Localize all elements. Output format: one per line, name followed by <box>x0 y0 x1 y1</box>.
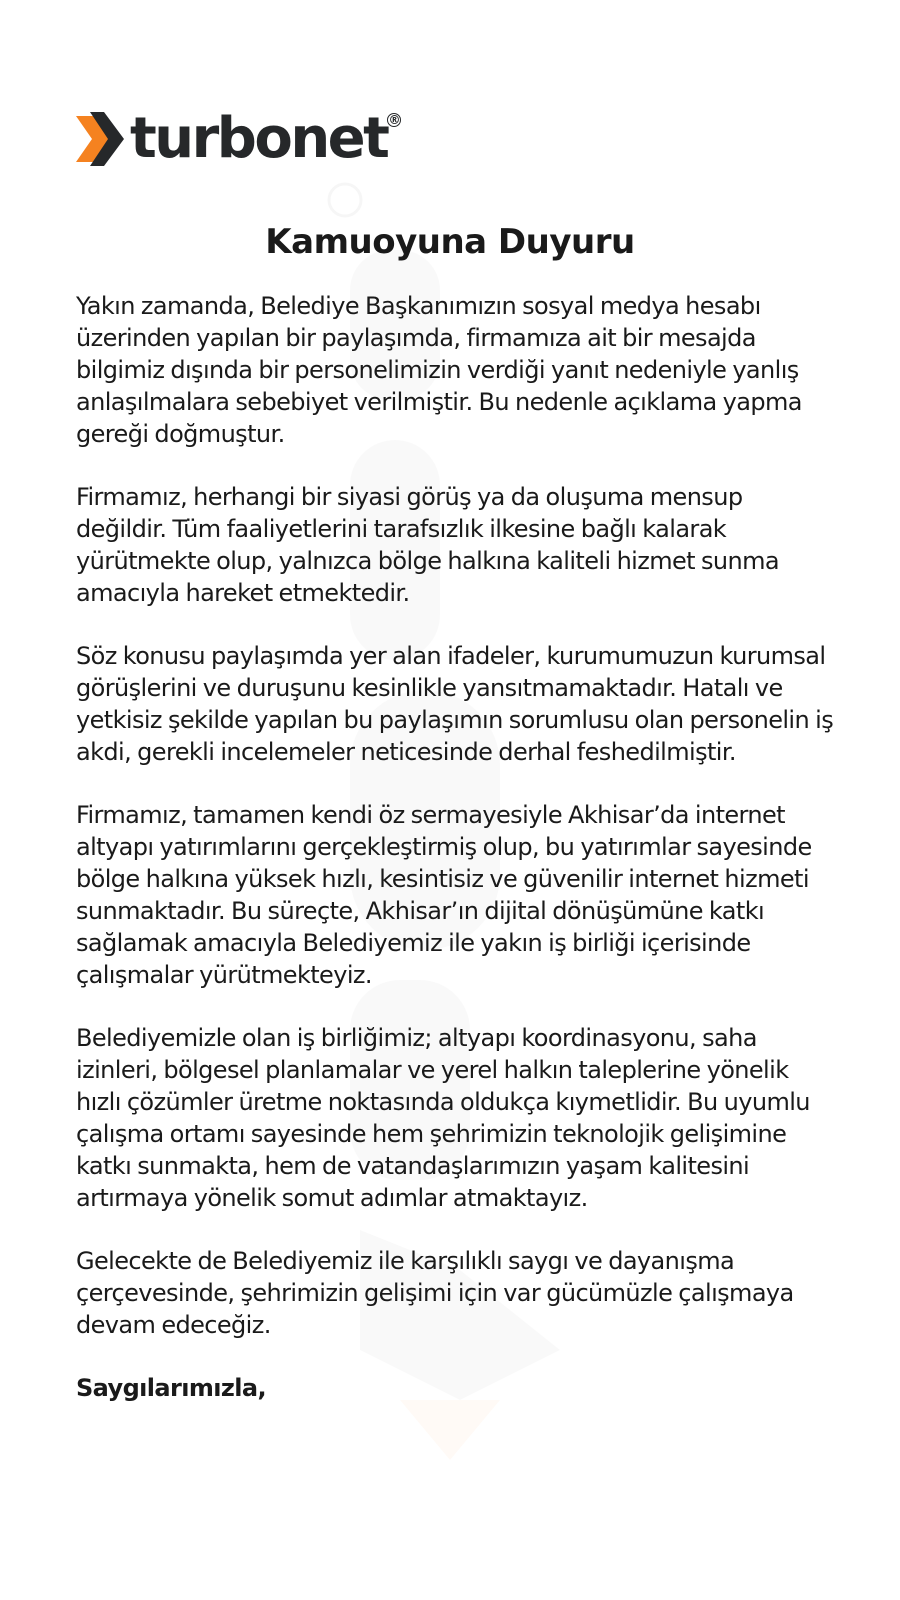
paragraph-3: Söz konusu paylaşımda yer alan ifadeler, kurumumuzun kurumsal görüşlerini ve duruşunu kesinlikle yansıtmamaktadır. Hatalı ve yetkisiz şekilde yapılan bu paylaşımın sorumlusu olan personelin iş akdi, gerekli incelemeler neticesinde derhal feshedilmiştir. <box>76 642 834 766</box>
page-title: Kamuoyuna Duyuru <box>265 222 635 262</box>
announcement-body <box>76 290 836 1435</box>
paragraph-6: Gelecekte de Belediyemiz ile karşılıklı saygı ve dayanışma çerçevesinde, şehrimizin gelişimi için var gücümüzle çalışmaya devam edeceğiz. <box>76 1247 794 1339</box>
signoff: Saygılarımızla, <box>76 1374 267 1402</box>
registered-mark: ® <box>388 113 401 127</box>
paragraph-2: Firmamız, herhangi bir siyasi görüş ya da oluşuma mensup değildir. Tüm faaliyetlerini tarafsızlık ilkesine bağlı kalarak yürütmekte olup, yalnızca bölge halkına kaliteli hizmet sunma amacıyla hareket etmektedir. <box>76 483 780 607</box>
paragraph-4: Firmamız, tamamen kendi öz sermayesiyle Akhisar’da internet altyapı yatırımlarını gerçekleştirmiş olup, bu yatırımlar sayesinde bölge halkına yüksek hızlı, kesintisiz ve güvenilir internet hizmeti sunmaktadır. Bu süreçte, Akhisar’ın dijital dönüşümüne katkı sağlamak amacıyla Belediyemiz ile yakın iş birliği içerisinde çalışmalar yürütmekteyiz. <box>76 801 812 989</box>
turbonet-logo <box>74 104 401 174</box>
brand-wordmark <box>130 106 401 171</box>
paragraph-1: Yakın zamanda, Belediye Başkanımızın sosyal medya hesabı üzerinden yapılan bir paylaşımda, firmamıza ait bir mesajda bilgimiz dışında bir personelimizin verdiği yanıt nedeniyle yanlış anlaşılmalara sebebiyet verilmiştir. Bu nedenle açıklama yapma gereği doğmuştur. <box>76 292 802 448</box>
turbonet-arrow-icon <box>74 108 126 170</box>
brand-name: turbonet <box>130 106 388 171</box>
paragraph-5: Belediyemizle olan iş birliğimiz; altyapı koordinasyonu, saha izinleri, bölgesel planlamalar ve yerel halkın taleplerine yönelik hızlı çözümler üretme noktasında oldukça kıymetlidir. Bu uyumlu çalışma ortamı sayesinde hem şehrimizin teknolojik gelişimine katkı sunmakta, hem de vatandaşlarımızın yaşam kalitesini artırmaya yönelik somut adımlar atmaktayız. <box>76 1024 810 1212</box>
